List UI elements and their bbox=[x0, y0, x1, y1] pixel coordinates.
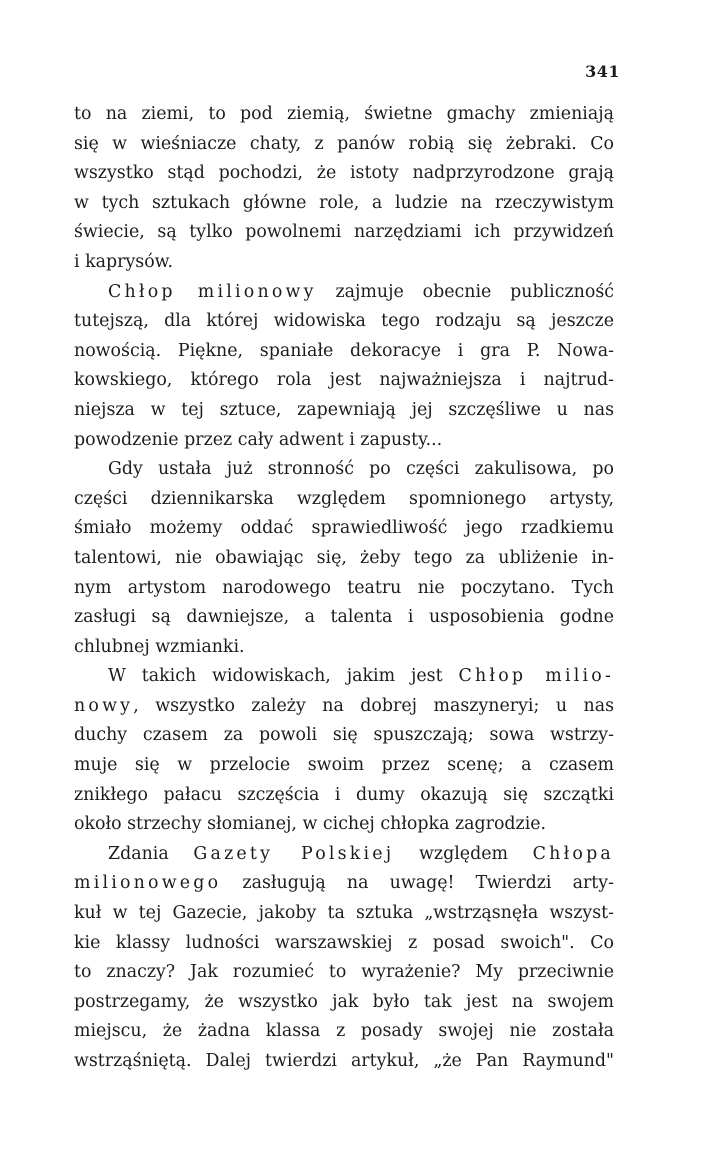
text-line bbox=[74, 248, 614, 278]
text-line bbox=[74, 692, 614, 722]
text-line bbox=[74, 899, 614, 929]
text-line bbox=[74, 130, 614, 160]
text-line bbox=[74, 781, 614, 811]
text-segment: w tych sztukach główne role, a ludzie na rzeczywistym bbox=[74, 192, 614, 213]
text-line bbox=[74, 810, 614, 840]
text-segment: znikłego pałacu szczęścia i dumy okazują się szczątki bbox=[74, 784, 614, 805]
text-segment: zasługują na uwagę! Twierdzi arty- bbox=[221, 873, 614, 894]
text-line bbox=[74, 633, 614, 663]
text-segment: , wszystko zależy na dobrej maszyneryi; u nas bbox=[133, 695, 614, 716]
body-text bbox=[74, 100, 614, 1077]
spaced-title-text: Gazety Polskiej bbox=[193, 843, 395, 864]
text-segment: duchy czasem za powoli się spuszczają; sowa wstrzy- bbox=[74, 725, 614, 746]
text-line bbox=[74, 751, 614, 781]
text-segment: części dziennikarska względem spomnionego artysty, bbox=[74, 488, 614, 509]
spaced-title-text: Chłopa bbox=[532, 843, 614, 864]
text-line bbox=[74, 514, 614, 544]
text-segment: tutejszą, dla której widowiska tego rodzaju są jeszcze bbox=[74, 311, 614, 332]
text-line bbox=[74, 485, 614, 515]
text-segment: chlubnej wzmianki. bbox=[74, 636, 245, 657]
text-line bbox=[74, 396, 614, 426]
text-line bbox=[74, 958, 614, 988]
text-segment: kuł w tej Gazecie, jakoby ta sztuka „wstrząsnęła wszyst- bbox=[74, 903, 614, 924]
text-segment: zajmuje obecnie publiczność bbox=[316, 281, 614, 302]
text-line bbox=[74, 218, 614, 248]
text-line bbox=[74, 869, 614, 899]
text-line bbox=[74, 278, 614, 308]
text-segment: niejsza w tej sztuce, zapewniają jej szczęśliwe u nas bbox=[74, 399, 614, 420]
text-line bbox=[74, 337, 614, 367]
text-segment: nowością. Piękne, spaniałe dekoracye i gra P. Nowa- bbox=[74, 340, 614, 361]
text-line bbox=[74, 1017, 614, 1047]
text-segment: powodzenie przez cały adwent i zapusty... bbox=[74, 429, 443, 450]
text-segment: postrzegamy, że wszystko jak było tak jest na swojem bbox=[74, 991, 614, 1012]
text-line bbox=[74, 426, 614, 456]
text-line bbox=[74, 159, 614, 189]
text-segment: i kaprysów. bbox=[74, 251, 174, 272]
text-segment: muje się w przelocie swoim przez scenę; a czasem bbox=[74, 755, 614, 776]
text-segment: W takich widowiskach, jakim jest bbox=[108, 666, 459, 687]
spaced-title-text: Chłop milionowy bbox=[108, 281, 317, 302]
spaced-title-text: nowy bbox=[74, 695, 134, 716]
text-line bbox=[74, 455, 614, 485]
text-segment: to znaczy? Jak rozumieć to wyrażenie? My przeciwnie bbox=[74, 962, 614, 983]
text-line bbox=[74, 929, 614, 959]
spaced-title-text: Chłop milio- bbox=[458, 666, 615, 687]
text-line bbox=[74, 100, 614, 130]
text-segment: miejscu, że żadna klassa z posady swojej nie została bbox=[74, 1021, 614, 1042]
text-segment: wszystko stąd pochodzi, że istoty nadprzyrodzone grają bbox=[74, 163, 614, 184]
text-line bbox=[74, 189, 614, 219]
text-segment: około strzechy słomianej, w cichej chłopka zagrodzie. bbox=[74, 814, 547, 835]
text-line bbox=[74, 840, 614, 870]
text-line bbox=[74, 988, 614, 1018]
text-line bbox=[74, 544, 614, 574]
text-segment: kie klassy ludności warszawskiej z posad swoich". Co bbox=[74, 932, 614, 953]
spaced-title-text: milionowego bbox=[74, 873, 222, 894]
text-line bbox=[74, 307, 614, 337]
text-segment: nym artystom narodowego teatru nie poczytano. Tych bbox=[74, 577, 614, 598]
text-line bbox=[74, 662, 614, 692]
text-segment: wstrząśniętą. Dalej twierdzi artykuł, „że Pan Raymund" bbox=[74, 1051, 614, 1071]
text-line bbox=[74, 721, 614, 751]
text-segment: zasługi są dawniejsze, a talenta i usposobienia godne bbox=[74, 607, 614, 628]
text-line bbox=[74, 603, 614, 633]
text-segment: świecie, są tylko powolnemi narzędziami ich przywidzeń bbox=[74, 222, 614, 243]
text-line bbox=[74, 366, 614, 396]
text-segment: Gdy ustała już stronność po części zakulisowa, po bbox=[108, 459, 614, 480]
text-segment: śmiało możemy oddać sprawiedliwość jego rzadkiemu bbox=[74, 518, 614, 539]
page-number: 341 bbox=[585, 62, 620, 81]
text-segment: Zdania bbox=[108, 843, 194, 864]
text-line bbox=[74, 574, 614, 604]
text-segment: kowskiego, którego rola jest najważniejsza i najtrud- bbox=[74, 370, 614, 391]
text-segment: talentowi, nie obawiając się, żeby tego za ubliżenie in- bbox=[74, 547, 614, 568]
text-segment: to na ziemi, to pod ziemią, świetne gmachy zmieniają bbox=[74, 104, 614, 124]
text-line bbox=[74, 1047, 614, 1077]
text-segment: się w wieśniacze chaty, z panów robią się żebraki. Co bbox=[74, 133, 614, 154]
text-segment: względem bbox=[394, 843, 533, 864]
